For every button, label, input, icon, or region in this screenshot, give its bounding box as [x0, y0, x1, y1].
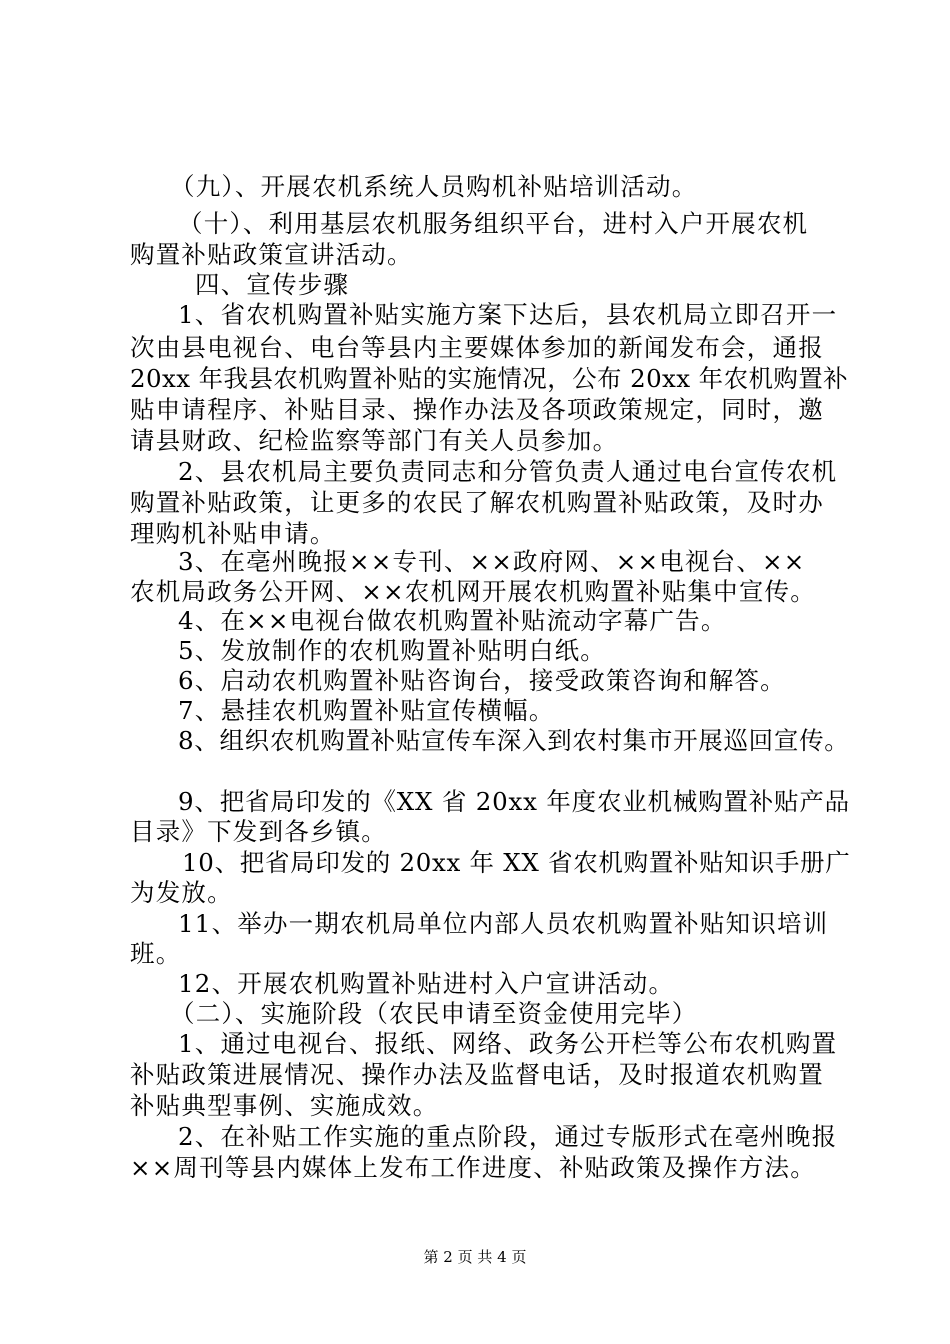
text-line: 2、在补贴工作实施的重点阶段，通过专版形式在亳州晚报 — [178, 1122, 838, 1151]
text-line: 3、在亳州晚报××专刊、××政府网、××电视台、×× — [178, 547, 806, 576]
text-line: 10、把省局印发的 20xx 年 XX 省农机购置补贴知识手册广 — [182, 848, 851, 877]
text-line: 贴申请程序、补贴目录、操作办法及各项政策规定，同时，邀 — [130, 395, 824, 424]
text-line: 购置补贴政策，让更多的农民了解农机购置补贴政策，及时办 — [130, 488, 824, 517]
page-footer: 第 2 页 共 4 页 — [423, 1248, 527, 1266]
text-line: 次由县电视台、电台等县内主要媒体参加的新闻发布会，通报 — [130, 333, 824, 362]
text-line: 补贴政策进展情况、操作办法及监督电话，及时报道农机购置 — [130, 1060, 824, 1089]
text-line: 农机局政务公开网、××农机网开展农机购置补贴集中宣传。 — [130, 577, 816, 606]
text-line: （十）、利用基层农机服务组织平台，进村入户开展农机 — [178, 209, 809, 238]
text-line: 理购机补贴申请。 — [130, 519, 336, 548]
text-line: 11、举办一期农机局单位内部人员农机购置补贴知识培训 — [178, 909, 829, 938]
text-line: 4、在××电视台做农机购置补贴流动字幕广告。 — [178, 606, 727, 635]
text-line: 5、发放制作的农机购置补贴明白纸。 — [178, 636, 606, 665]
section-heading: 四、宣传步骤 — [195, 270, 350, 299]
text-line: 请县财政、纪检监察等部门有关人员参加。 — [130, 426, 619, 455]
section-heading: （二）、实施阶段（农民申请至资金使用完毕） — [170, 999, 698, 1028]
text-line: ××周刊等县内媒体上发布工作进度、补贴政策及操作方法。 — [130, 1153, 816, 1182]
text-line: 班。 — [130, 939, 182, 968]
text-line: 1、省农机购置补贴实施方案下达后，县农机局立即召开一 — [178, 300, 838, 329]
text-line: 为发放。 — [130, 878, 233, 907]
text-line: 目录》下发到各乡镇。 — [130, 817, 387, 846]
text-line: （九）、开展农机系统人员购机补贴培训活动。 — [170, 172, 698, 201]
text-line: 7、悬挂农机购置补贴宣传横幅。 — [178, 696, 555, 725]
text-line: 1、通过电视台、报纸、网络、政务公开栏等公布农机购置 — [178, 1029, 838, 1058]
text-line: 8、组织农机购置补贴宣传车深入到农村集市开展巡回宣传。 — [178, 726, 850, 755]
text-line: 12、开展农机购置补贴进村入户宣讲活动。 — [178, 969, 675, 998]
text-line: 9、把省局印发的《XX 省 20xx 年度农业机械购置补贴产品 — [178, 787, 850, 816]
text-line: 购置补贴政策宣讲活动。 — [130, 240, 413, 269]
text-line: 20xx 年我县农机购置补贴的实施情况，公布 20xx 年农机购置补 — [130, 364, 849, 393]
text-line: 补贴典型事例、实施成效。 — [130, 1091, 439, 1120]
text-line: 6、启动农机购置补贴咨询台，接受政策咨询和解答。 — [178, 666, 786, 695]
text-line: 2、县农机局主要负责同志和分管负责人通过电台宣传农机 — [178, 457, 838, 486]
